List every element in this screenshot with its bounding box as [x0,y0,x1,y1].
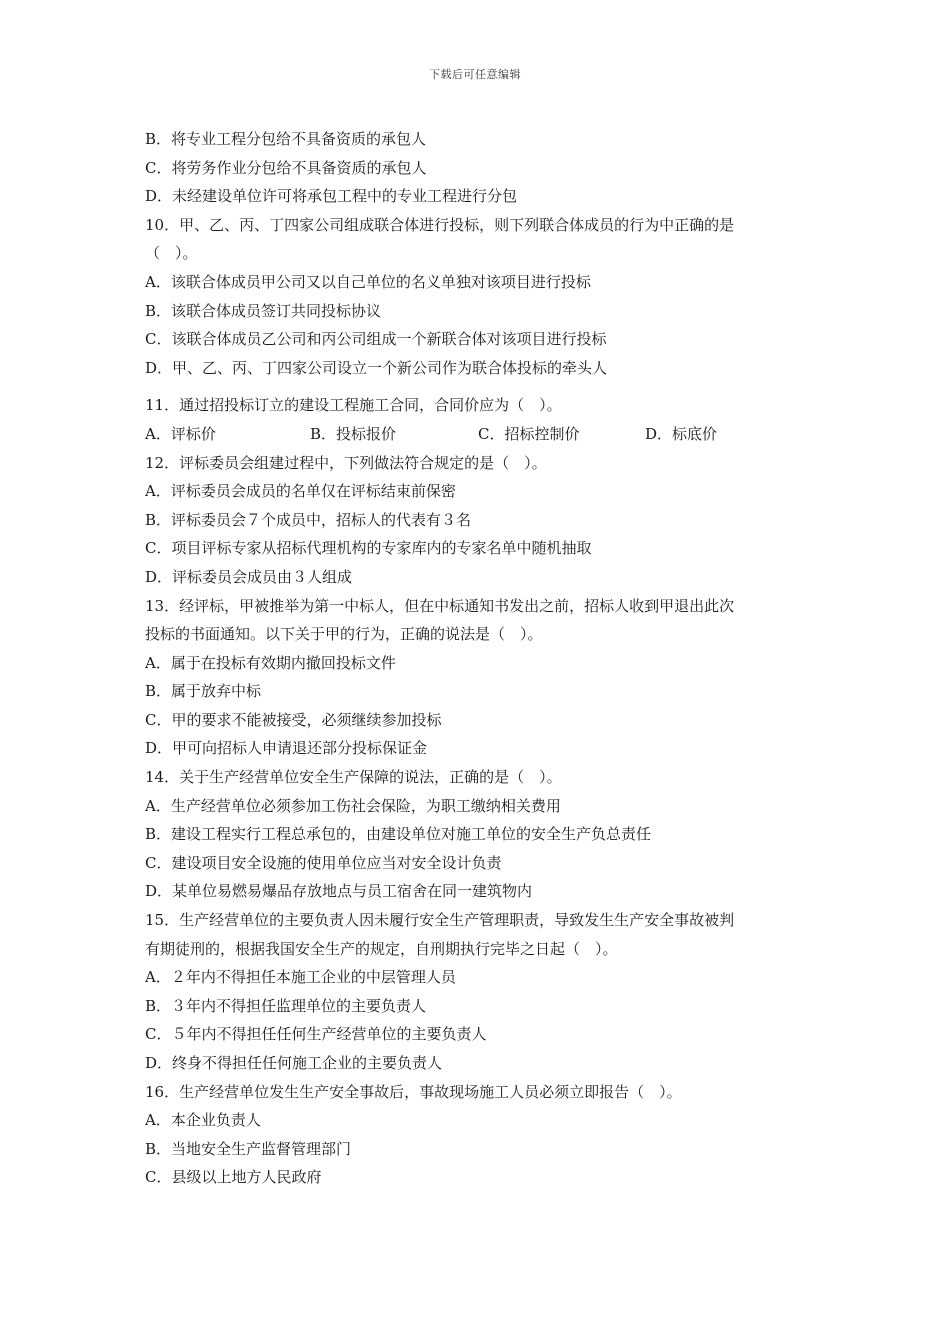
text-line: B．评标委员会７个成员中，招标人的代表有３名 [145,510,472,529]
text-line: D．未经建设单位许可将承包工程中的专业工程进行分包 [145,187,518,206]
option-d: D．标底价 [645,424,718,443]
text-line: C．将劳务作业分包给不具备资质的承包人 [145,158,427,177]
text-line: 10．甲、乙、丙、丁四家公司组成联合体进行投标，则下列联合体成员的行为中正确的是 [145,215,735,234]
text-line: B．属于放弃中标 [145,682,262,701]
text-line: B．建设工程实行工程总承包的，由建设单位对施工单位的安全生产负总责任 [145,825,652,844]
question-11-stem: 11．通过招投标订立的建设工程施工合同，合同价应为（ ）。 [145,396,562,415]
question-block-2 [145,449,813,1192]
text-line: D．甲、乙、丙、丁四家公司设立一个新公司作为联合体投标的牵头人 [145,358,608,377]
text-line: C．甲的要求不能被接受，必须继续参加投标 [145,710,442,729]
text-line: D．甲可向招标人申请退还部分投标保证金 [145,739,428,758]
question-11-options [145,420,813,449]
text-line: 有期徒刑的，根据我国安全生产的规定，自刑期执行完毕之日起（ ）。 [145,939,618,958]
option-c: C．招标控制价 [478,424,580,443]
text-line: D．评标委员会成员由３人组成 [145,567,353,586]
text-line: D．终身不得担任任何施工企业的主要负责人 [145,1054,443,1072]
text-line: C．该联合体成员乙公司和丙公司组成一个新联合体对该项目进行投标 [145,330,607,349]
option-a: A．评标价 [145,424,216,443]
text-line: C．县级以上地方人民政府 [145,1168,322,1187]
text-line: 15．生产经营单位的主要负责人因未履行安全生产管理职责，导致发生生产安全事故被判 [145,911,735,930]
question-block-1 [145,125,813,382]
text-line: A．属于在投标有效期内撤回投标文件 [145,653,396,672]
text-line: B．当地安全生产监督管理部门 [145,1139,352,1158]
text-line: D．某单位易燃易爆品存放地点与员工宿舍在同一建筑物内 [145,882,533,901]
text-line: A．生产经营单位必须参加工伤社会保险，为职工缴纳相关费用 [145,796,561,815]
text-line: 12．评标委员会组建过程中，下列做法符合规定的是（ ）。 [145,453,547,472]
document-body [145,125,813,1192]
text-line: （ ）。 [145,244,198,263]
text-line: 16．生产经营单位发生生产安全事故后，事故现场施工人员必须立即报告（ ）。 [145,1082,682,1101]
text-line: C．建设项目安全设施的使用单位应当对安全设计负责 [145,853,502,872]
option-b: B．投标报价 [310,424,397,443]
text-line: C．项目评标专家从招标代理机构的专家库内的专家名单中随机抽取 [145,539,592,558]
text-line: B．该联合体成员签订共同投标协议 [145,301,382,320]
page-header: 下载后可任意编辑 [429,68,521,81]
text-line: B．将专业工程分包给不具备资质的承包人 [145,130,427,148]
text-line: 投标的书面通知。以下关于甲的行为，正确的说法是（ ）。 [145,625,543,644]
text-line: A．本企业负责人 [145,1111,261,1130]
text-line: A．评标委员会成员的名单仅在评标结束前保密 [145,482,456,501]
text-line: 13．经评标，甲被推举为第一中标人，但在中标通知书发出之前，招标人收到甲退出此次 [145,596,735,615]
paragraph-gap [145,382,813,391]
text-line: 14．关于生产经营单位安全生产保障的说法，正确的是（ ）。 [145,768,562,787]
text-line: B．３年内不得担任监理单位的主要负责人 [145,996,427,1015]
text-line: A．２年内不得担任本施工企业的中层管理人员 [145,968,456,987]
text-line: C．５年内不得担任任何生产经营单位的主要负责人 [145,1025,487,1044]
text-line: A．该联合体成员甲公司又以自己单位的名义单独对该项目进行投标 [145,272,591,291]
